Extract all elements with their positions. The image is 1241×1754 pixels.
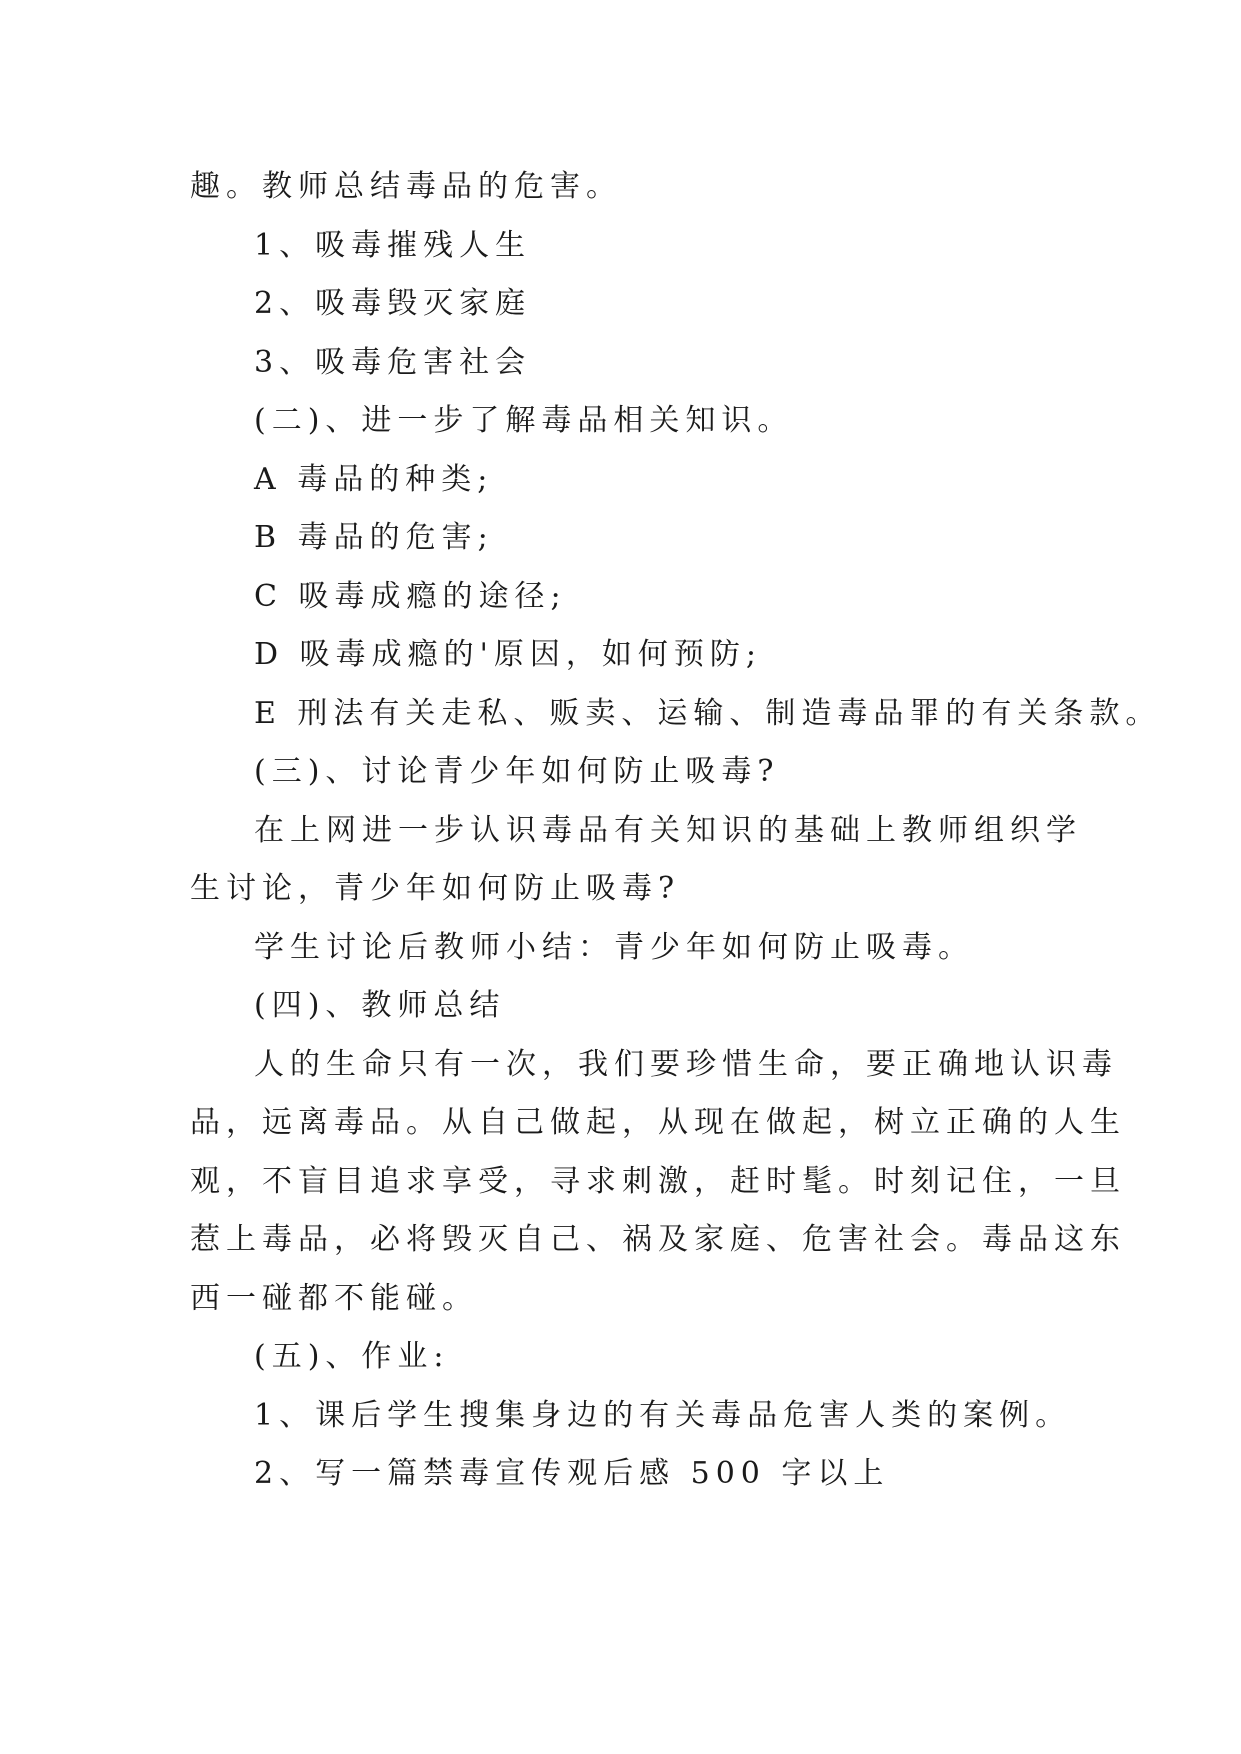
text-line: B 毒品的危害; (254, 520, 494, 555)
section-heading: (三)、讨论青少年如何防止吸毒? (254, 754, 780, 789)
text-line: 惹上毒品，必将毁灭自己、祸及家庭、危害社会。毒品这东 (190, 1222, 1126, 1257)
text-line: 1、课后学生搜集身边的有关毒品危害人类的案例。 (254, 1397, 1072, 1433)
section-heading: (五)、作业: (254, 1339, 450, 1374)
text-line: 品，远离毒品。从自己做起，从现在做起，树立正确的人生 (190, 1105, 1126, 1140)
text-line: 西一碰都不能碰。 (190, 1280, 478, 1316)
text-line: 学生讨论后教师小结：青少年如何防止吸毒。 (254, 929, 974, 965)
section-heading: (二)、进一步了解毒品相关知识。 (254, 403, 794, 438)
text-line: 趣。教师总结毒品的危害。 (190, 169, 622, 204)
section-heading: (四)、教师总结 (254, 988, 506, 1023)
text-line: 观，不盲目追求享受，寻求刺激，赶时髦。时刻记住，一旦 (190, 1163, 1126, 1199)
text-line: C 吸毒成瘾的途径; (254, 578, 567, 614)
text-line: E 刑法有关走私、贩卖、运输、制造毒品罪的有关条款。 (254, 695, 1162, 731)
text-line: 在上网进一步认识毒品有关知识的基础上教师组织学 (254, 812, 1082, 848)
text-line: D 吸毒成瘾的'原因，如何预防; (254, 637, 762, 672)
text-line: 人的生命只有一次，我们要珍惜生命，要正确地认识毒 (254, 1046, 1118, 1082)
text-line: 生讨论，青少年如何防止吸毒? (190, 871, 681, 906)
text-line: 2、写一篇禁毒宣传观后感 500 字以上 (254, 1456, 890, 1491)
text-line: 3、吸毒危害社会 (254, 344, 532, 380)
document-body (190, 158, 1162, 1504)
text-line: 2、吸毒毁灭家庭 (254, 286, 532, 321)
text-line: A 毒品的种类; (254, 461, 494, 497)
text-line: 1、吸毒摧残人生 (254, 227, 532, 263)
